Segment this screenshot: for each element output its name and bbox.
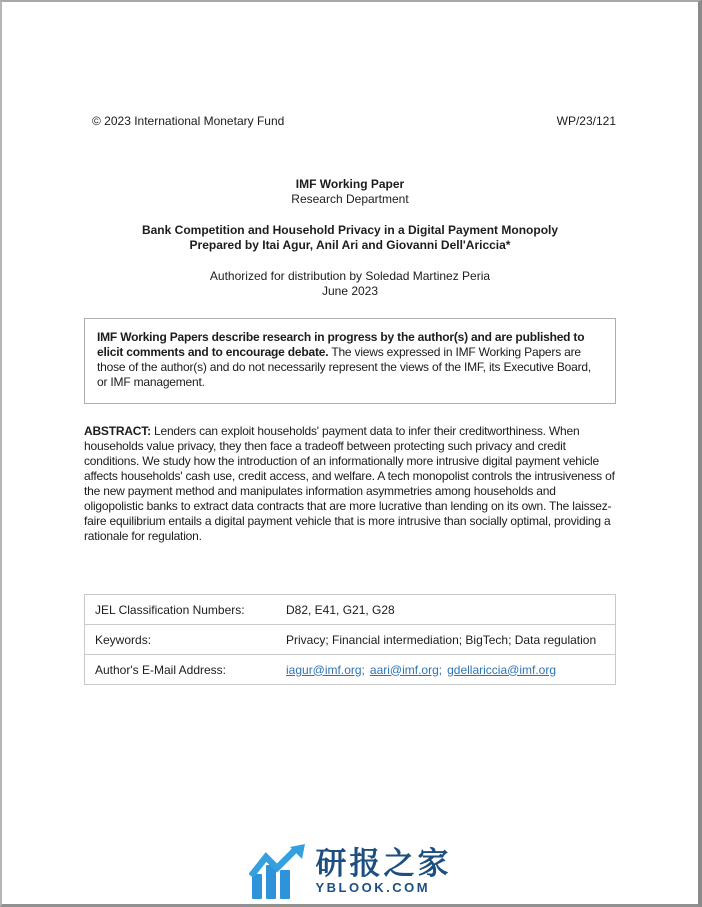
abstract-paragraph	[84, 424, 616, 544]
email-label: Author's E-Mail Address:	[85, 655, 277, 685]
metadata-table	[84, 594, 616, 685]
email-value	[276, 655, 616, 685]
copyright-notice: © 2023 International Monetary Fund	[92, 114, 285, 128]
paper-title: Bank Competition and Household Privacy in a Digital Payment Monopoly	[141, 223, 559, 237]
paper-byline: Prepared by Itai Agur, Anil Ari and Giovanni Dell'Ariccia*	[189, 238, 511, 252]
abstract-text: Lenders can exploit households' payment data to infer their creditworthiness. When households value privacy, they then face a tradeoff between protecting such privacy and credit conditions. We study how the introduction of an informationally more intrusive digital payment vehicle affects households' cash use, credit access, and welfare. A tech monopolist controls the intrusiveness of the new payment method and manipulates information asymmetries among households and oligopolistic banks to extract data contracts that are more lucrative than lending on its own. The laissez-faire equilibrium entails a digital payment vehicle that is more intrusive than socially optimal, providing a rationale for regulation.	[84, 424, 615, 543]
email-link-aari[interactable]: aari@imf.org	[369, 662, 439, 677]
disclaimer-box	[84, 318, 616, 404]
watermark-site-domain: YBLOOK.COM	[315, 879, 431, 895]
jel-value: D82, E41, G21, G28	[276, 595, 616, 625]
keywords-label: Keywords:	[85, 625, 277, 655]
email-link-gdellariccia[interactable]: gdellariccia@imf.org	[447, 662, 556, 677]
email-separator: ;	[438, 662, 443, 677]
watermark-site-name: 研报之家	[315, 845, 452, 881]
watermark-text	[315, 845, 452, 896]
jel-label: JEL Classification Numbers:	[85, 595, 277, 625]
disclaimer-bold-text: IMF Working Papers describe research in progress by the author(s) and are published to elicit comments and to encourage debate.	[97, 330, 585, 359]
working-paper-number: WP/23/121	[556, 114, 616, 128]
title-block	[84, 177, 616, 299]
page-content	[2, 2, 698, 685]
table-row-jel	[85, 595, 616, 625]
table-row-email	[85, 655, 616, 685]
table-row-keywords	[85, 625, 616, 655]
yblook-watermark	[2, 844, 698, 899]
series-title: IMF Working Paper	[295, 177, 405, 191]
authorization-line: Authorized for distribution by Soledad Martinez Peria	[209, 269, 491, 283]
page-header-row	[84, 2, 616, 128]
disclaimer-regular-text: The views expressed in IMF Working Papers are those of the author(s) and do not necessarily represent the views of the IMF, its Executive Board, or IMF management.	[97, 345, 591, 389]
department-name: Research Department	[291, 192, 409, 206]
keywords-value: Privacy; Financial intermediation; BigTech; Data regulation	[276, 625, 616, 655]
abstract-label: ABSTRACT:	[84, 424, 151, 438]
bar-chart-growth-arrow-icon	[249, 844, 307, 899]
publication-date: June 2023	[321, 284, 379, 298]
email-link-iagur[interactable]: iagur@imf.org	[286, 662, 362, 677]
email-separator: ;	[361, 662, 365, 677]
